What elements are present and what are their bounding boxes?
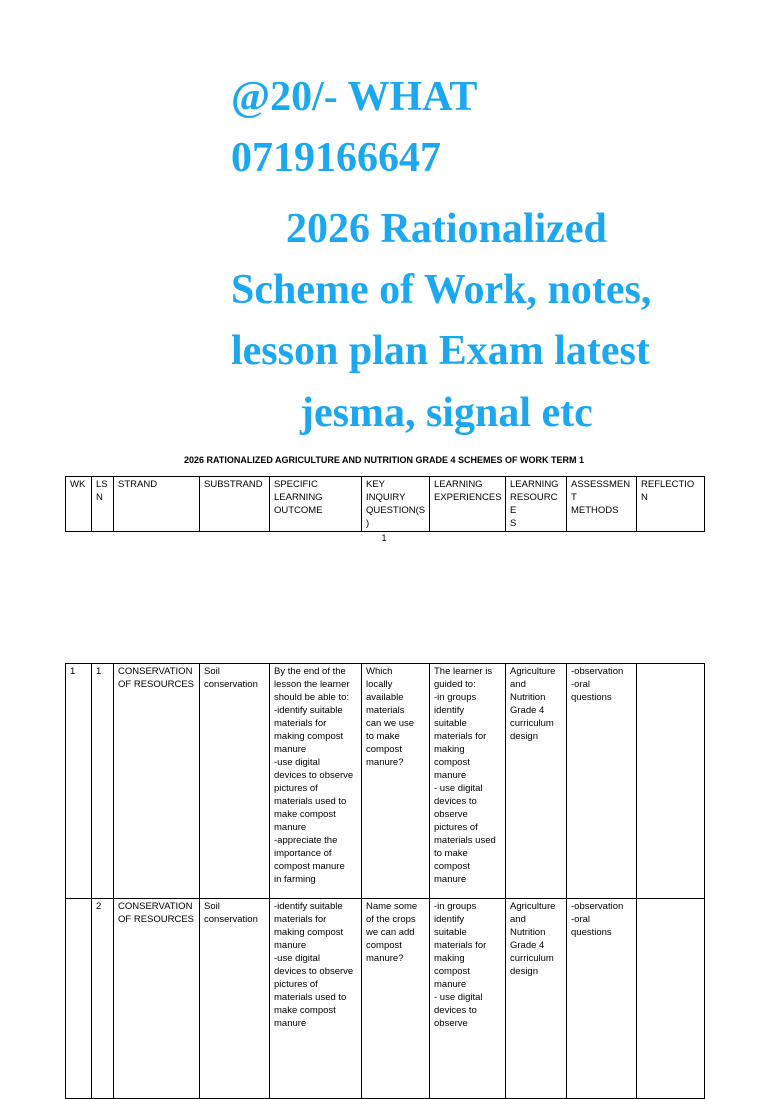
promo-line-jesma: jesma, signal etc [300,390,593,436]
cell-question: Which locally available materials can we use to make compost manure? [362,664,430,899]
cell-strand: CONSERVATION OF RESOURCES [114,899,200,1099]
header-cell-outcome: SPECIFIC LEARNING OUTCOME [270,477,362,532]
header-cell-strand: STRAND [114,477,200,532]
promo-line-price: @20/- WHAT [231,74,478,120]
cell-strand: CONSERVATION OF RESOURCES [114,664,200,899]
table-row [66,664,705,899]
header-cell-resources: LEARNING RESOURCE S [506,477,567,532]
page-number: 1 [381,533,387,543]
header-cell-substrand: SUBSTRAND [200,477,270,532]
promo-line-phone: 0719166647 [231,135,441,181]
promo-line-rationalized: 2026 Rationalized [286,206,607,252]
cell-reflection [637,664,705,899]
cell-lsn: 1 [92,664,114,899]
cell-assessment: -observation -oral questions [567,899,637,1099]
header-cell-assessment: ASSESSMENT METHODS [567,477,637,532]
cell-outcome: -identify suitable materials for making compost manure -use digital devices to observe pictures of materials used to make compost manure [270,899,362,1099]
cell-experiences: -in groups identify suitable materials for making compost manure - use digital devices to observe [430,899,506,1099]
header-cell-reflection: REFLECTION [637,477,705,532]
header-row [66,477,705,532]
cell-substrand: Soil conservation [200,664,270,899]
cell-question: Name some of the crops we can add compost manure? [362,899,430,1099]
header-cell-lsn: LS N [92,477,114,532]
promo-line-lesson-plan: lesson plan Exam latest [231,328,650,374]
cell-experiences: The learner is guided to: -in groups identify suitable materials for making compost manure - use digital devices to observe pictures of materials used to make compost manure [430,664,506,899]
promo-line-scheme: Scheme of Work, notes, [231,267,652,313]
cell-substrand: Soil conservation [200,899,270,1099]
header-cell-wk: WK [66,477,92,532]
cell-resources: Agriculture and Nutrition Grade 4 curriculum design [506,899,567,1099]
cell-lsn: 2 [92,899,114,1099]
document-title: 2026 RATIONALIZED AGRICULTURE AND NUTRITION GRADE 4 SCHEMES OF WORK TERM 1 [183,455,585,465]
cell-reflection [637,899,705,1099]
header-cell-experiences: LEARNING EXPERIENCES [430,477,506,532]
cell-resources: Agriculture and Nutrition Grade 4 curriculum design [506,664,567,899]
cell-wk [66,899,92,1099]
header-cell-question: KEY INQUIRY QUESTION(S) [362,477,430,532]
scheme-header-table [65,476,705,532]
cell-outcome: By the end of the lesson the learner should be able to: -identify suitable materials for making compost manure -use digital devices to observe pictures of materials used to make compost manure -appreciate the importance of compost manure in farming [270,664,362,899]
cell-wk: 1 [66,664,92,899]
table-row [66,899,705,1099]
scheme-body-table [65,663,705,1099]
cell-assessment: -observation -oral questions [567,664,637,899]
